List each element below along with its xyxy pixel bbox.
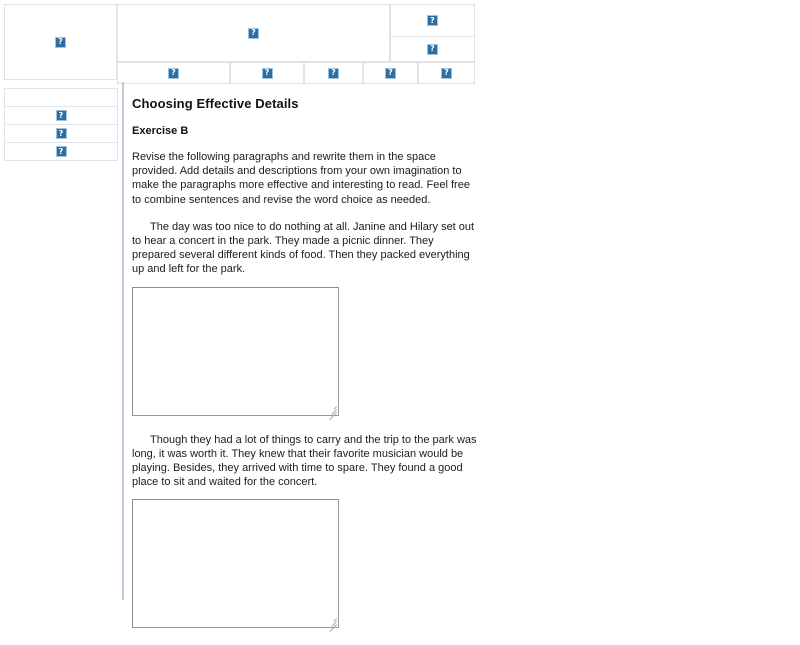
account-bar-cell[interactable] — [390, 37, 475, 62]
broken-image-icon — [55, 37, 66, 48]
answer-textarea-1[interactable] — [132, 287, 339, 416]
broken-image-icon — [262, 68, 273, 79]
sidebar-nav — [4, 88, 118, 161]
sidebar-cell — [5, 107, 118, 125]
broken-image-icon — [385, 68, 396, 79]
nav-item-3[interactable] — [304, 62, 363, 84]
answer-area-1 — [132, 287, 339, 416]
answer-area-2 — [132, 499, 339, 628]
broken-image-icon — [427, 15, 438, 26]
sidebar-item-1[interactable] — [5, 89, 118, 107]
sidebar-item-2[interactable] — [5, 107, 118, 125]
broken-image-icon — [441, 68, 452, 79]
main-content — [132, 96, 477, 645]
broken-image-icon — [168, 68, 179, 79]
page-header — [4, 4, 475, 84]
broken-image-icon — [248, 28, 259, 39]
content-divider — [122, 82, 124, 600]
utility-bar-cell[interactable] — [390, 4, 475, 37]
exercise-paragraph-2: Though they had a lot of things to carry and the trip to the park was long, it was worth it. They knew that their favorite musician would be playing. Besides, they arrived with time to spare. They found a good place to sit and waited for the concert. — [132, 433, 477, 489]
sidebar-cell — [5, 125, 118, 143]
sidebar-cell — [5, 143, 118, 161]
broken-image-icon — [56, 146, 67, 157]
broken-image-icon — [328, 68, 339, 79]
page-title: Choosing Effective Details — [132, 96, 299, 111]
nav-item-5[interactable] — [418, 62, 475, 84]
sidebar-item-4[interactable] — [5, 143, 118, 161]
broken-image-icon — [56, 128, 67, 139]
exercise-paragraph-1: The day was too nice to do nothing at all. Janine and Hilary set out to hear a concert in the park. They made a picnic dinner. They prepared several different kinds of food. Then they packed everything up and left for the park. — [132, 220, 475, 276]
answer-textarea-2[interactable] — [132, 499, 339, 628]
primary-nav — [117, 62, 475, 84]
site-logo-cell[interactable] — [4, 4, 117, 80]
nav-item-4[interactable] — [363, 62, 418, 84]
broken-image-icon — [427, 44, 438, 55]
header-banner-cell[interactable] — [117, 4, 390, 62]
sidebar-item-3[interactable] — [5, 125, 118, 143]
nav-item-1[interactable] — [117, 62, 230, 84]
instructions-text: Revise the following paragraphs and rewrite them in the space provided. Add details and descriptions from your own imagination to make the paragraphs more effective and interesting to read. Feel free to combine sentences and revise the word choice as needed. — [132, 151, 470, 206]
sidebar-cell — [5, 89, 118, 107]
broken-image-icon — [56, 110, 67, 121]
exercise-label: Exercise B — [132, 125, 189, 137]
nav-item-2[interactable] — [230, 62, 304, 84]
